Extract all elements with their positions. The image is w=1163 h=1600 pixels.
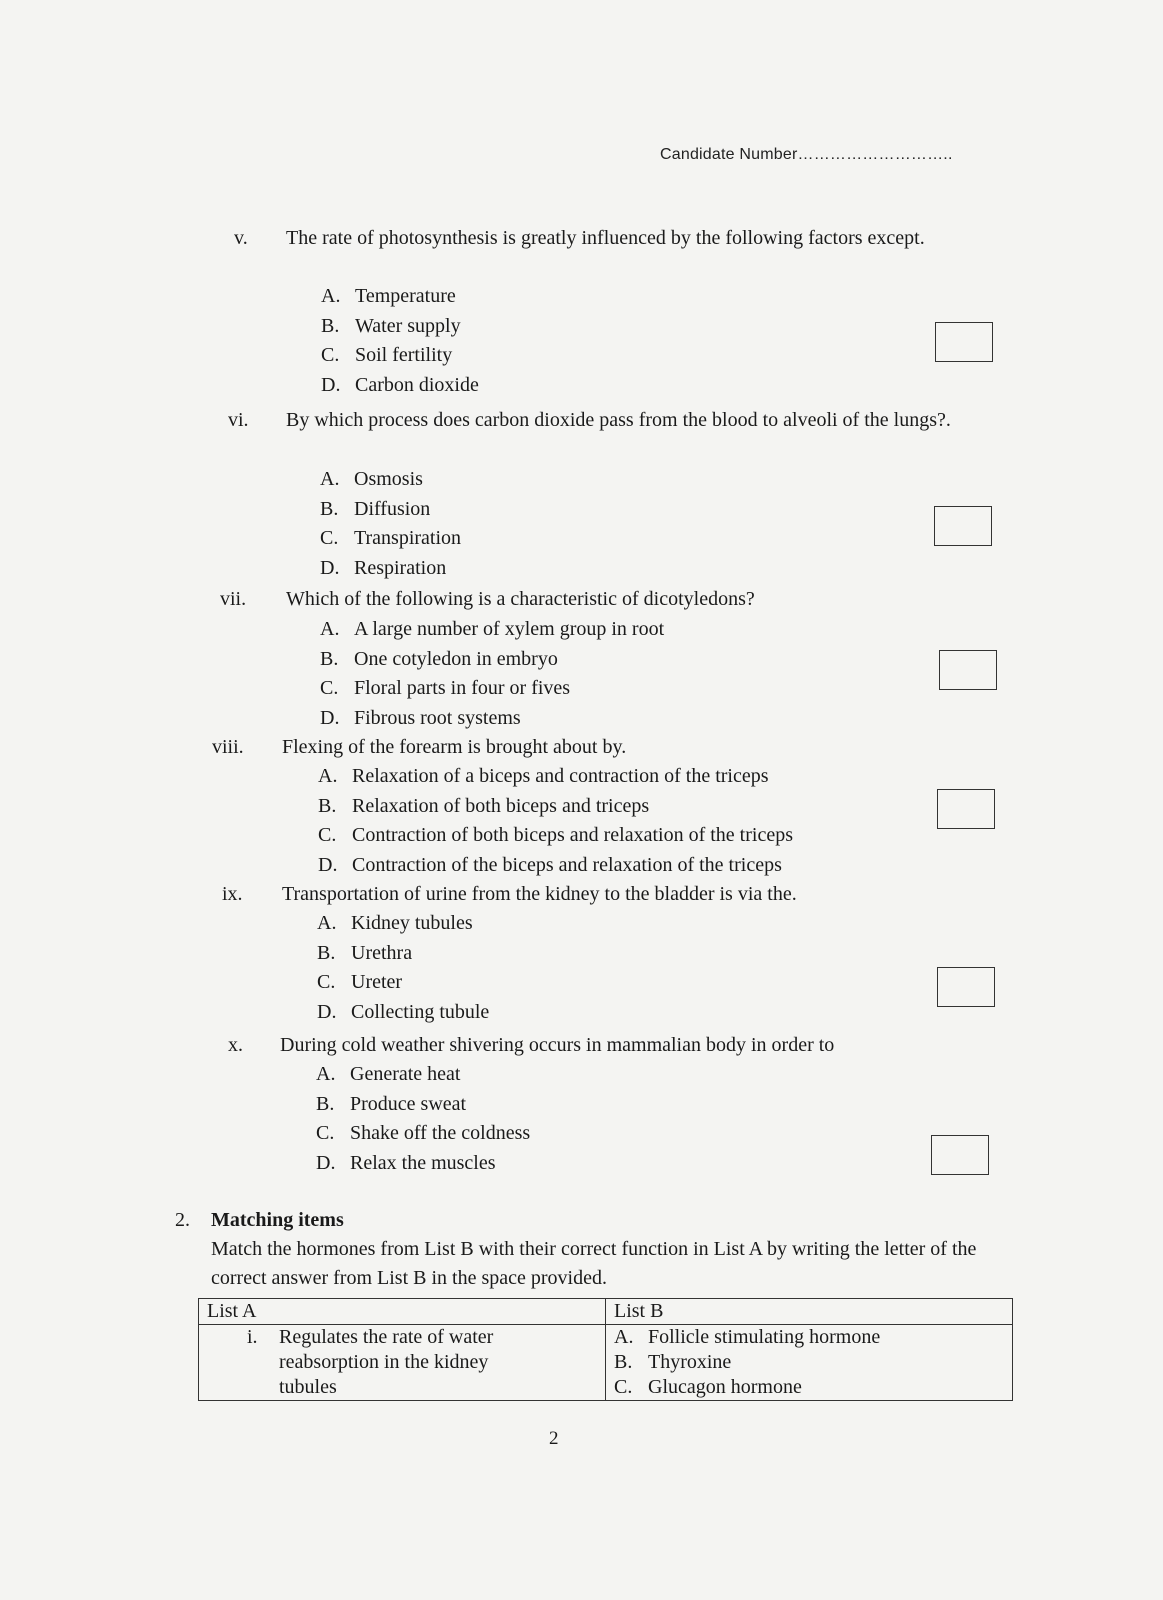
section-heading (175, 1206, 995, 1235)
option-c: C. Shake off the coldness (316, 1122, 531, 1144)
question-number: viii. (212, 736, 244, 758)
option-c: C. Ureter (317, 971, 403, 993)
question-text: The rate of photosynthesis is greatly influenced by the following factors except. (286, 227, 925, 249)
option-b: B. Diffusion (320, 497, 431, 520)
column-header-list-a: List A (199, 1299, 606, 1325)
option-b: B. Relaxation of both biceps and triceps (318, 794, 650, 817)
answer-options (317, 909, 489, 1027)
option-a: A. Generate heat (316, 1063, 461, 1085)
option-d: D. Contraction of the biceps and relaxation of the triceps (318, 853, 782, 876)
option-d: D. Fibrous root systems (320, 706, 521, 729)
answer-box[interactable] (937, 789, 995, 829)
option-d: D. Collecting tubule (317, 1000, 490, 1023)
list-a-cell (199, 1325, 606, 1401)
matching-table (198, 1298, 1013, 1401)
option-a: A. Relaxation of a biceps and contraction of the triceps (318, 765, 769, 787)
question-text: Which of the following is a characteristic of dicotyledons? (286, 588, 755, 610)
option-b: B. Water supply (321, 314, 461, 337)
list-b-item: C. Glucagon hormone (614, 1376, 802, 1398)
question-number: vi. (228, 409, 249, 431)
option-c: C. Floral parts in four or fives (320, 677, 571, 699)
list-b-cell (606, 1325, 1013, 1401)
answer-options (318, 762, 793, 880)
question-text: During cold weather shivering occurs in mammalian body in order to (280, 1034, 835, 1056)
option-c: C. Transpiration (320, 527, 462, 549)
question-number: vii. (220, 588, 247, 610)
answer-options (321, 282, 479, 400)
option-a: A. Temperature (321, 285, 456, 307)
column-header-list-b: List B (606, 1299, 1013, 1325)
question-number: ix. (222, 883, 243, 905)
section-matching-items (175, 1206, 995, 1289)
candidate-number-label: Candidate Number……………………….. (660, 146, 953, 163)
answer-box[interactable] (931, 1135, 989, 1175)
option-a: A. Kidney tubules (317, 912, 473, 934)
option-c: C. Soil fertility (321, 344, 453, 366)
section-number: 2. (175, 1209, 190, 1231)
answer-box[interactable] (935, 322, 993, 362)
page-number: 2 (549, 1428, 559, 1449)
section-title: Matching items (211, 1209, 344, 1231)
row-function-text: Regulates the rate of water reabsorption in the kidney tubules (279, 1326, 494, 1398)
table-header-row (199, 1299, 1013, 1325)
option-a: A. A large number of xylem group in root (320, 618, 665, 640)
option-d: D. Carbon dioxide (321, 373, 479, 396)
question-text: Transportation of urine from the kidney to the bladder is via the. (282, 883, 797, 905)
question-text: Flexing of the forearm is brought about by. (282, 736, 627, 758)
answer-options (316, 1060, 530, 1178)
question-number: x. (228, 1034, 243, 1056)
answer-box[interactable] (937, 967, 995, 1007)
option-d: D. Respiration (320, 556, 447, 579)
option-b: B. One cotyledon in embryo (320, 647, 558, 670)
table-row (199, 1325, 1013, 1401)
answer-options (320, 465, 461, 583)
option-a: A. Osmosis (320, 468, 423, 490)
row-number: i. (247, 1326, 258, 1348)
list-b-item: B. Thyroxine (614, 1351, 732, 1373)
option-c: C. Contraction of both biceps and relaxation of the triceps (318, 824, 793, 846)
option-b: B. Produce sweat (316, 1092, 467, 1115)
answer-box[interactable] (934, 506, 992, 546)
option-d: D. Relax the muscles (316, 1151, 496, 1174)
question-text: By which process does carbon dioxide pass from the blood to alveoli of the lungs?. (286, 409, 951, 431)
question-number: v. (234, 227, 248, 249)
section-instruction: Match the hormones from List B with their correct function in List A by writing the letter of the correct answer from List B in the space provided. (211, 1238, 977, 1289)
list-b-item: A. Follicle stimulating hormone (614, 1326, 881, 1348)
answer-box[interactable] (939, 650, 997, 690)
answer-options (320, 615, 664, 733)
option-b: B. Urethra (317, 941, 413, 964)
